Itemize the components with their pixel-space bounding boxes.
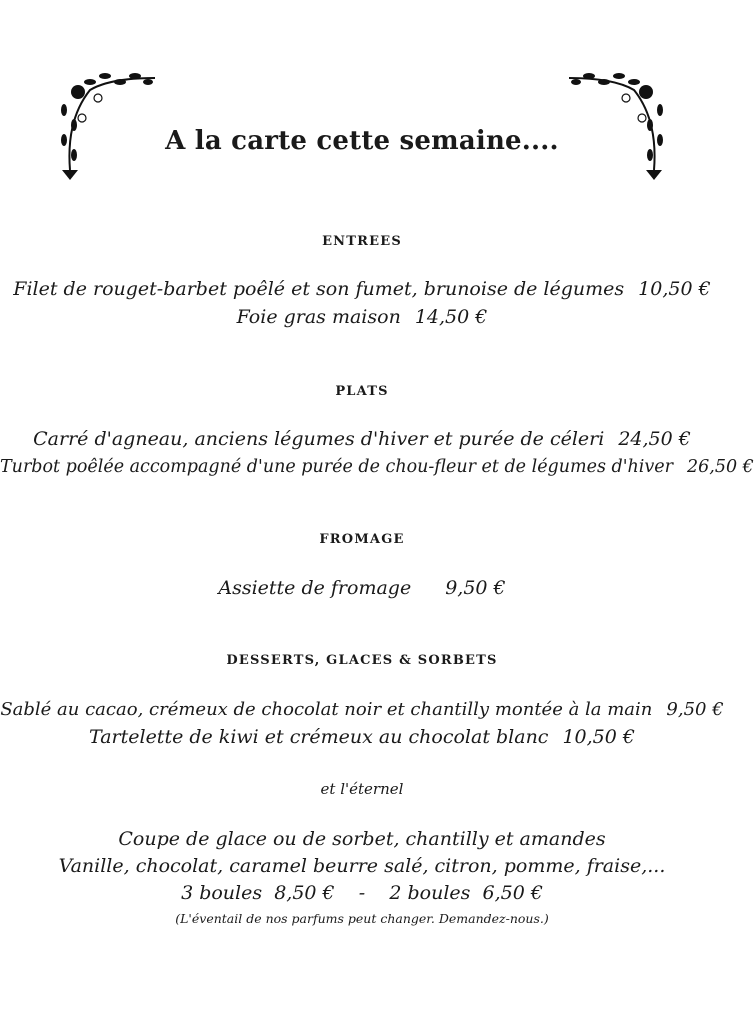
menu-item-price: 10,50 € — [638, 278, 711, 300]
coupe-sizes: 3 boules 8,50 € - 2 boules 6,50 € — [181, 882, 543, 904]
dessert-connector: et l'éternel — [320, 780, 404, 798]
floral-corner-left-icon — [60, 70, 160, 180]
menu-item-name: Turbot poêlée accompagné d'une purée de chou-fleur et de légumes d'hiver — [0, 457, 674, 477]
section-heading-plats: PLATS — [335, 384, 389, 399]
menu-item — [0, 697, 724, 723]
menu-item-price: 24,50 € — [618, 428, 691, 450]
coupe-flavors: Vanille, chocolat, caramel beurre salé, citron, pomme, fraise,... — [58, 855, 666, 877]
menu-item-name: Foie gras maison — [236, 306, 401, 328]
menu-item — [0, 276, 724, 302]
menu-item — [0, 426, 724, 452]
menu-item-price: 14,50 € — [414, 306, 488, 328]
section-heading-desserts: DESSERTS, GLACES & SORBETS — [226, 653, 498, 668]
menu-item-name: Assiette de fromage — [218, 577, 412, 599]
coupe-title: Coupe de glace ou de sorbet, chantilly et amandes — [118, 828, 606, 850]
menu-item-price: 10,50 € — [562, 726, 635, 748]
menu-item — [0, 575, 724, 601]
menu-item-price: 26,50 € — [687, 457, 754, 477]
menu-item-price: 9,50 € — [666, 699, 724, 720]
menu-item — [0, 724, 724, 750]
menu-item — [0, 454, 754, 480]
floral-corner-right-icon — [564, 70, 664, 180]
menu-item-name: Carré d'agneau, anciens légumes d'hiver et purée de céleri — [33, 428, 605, 450]
menu-title: A la carte cette semaine.... — [165, 126, 559, 156]
menu-item-name: Tartelette de kiwi et crémeux au chocolat blanc — [89, 726, 549, 748]
menu-item — [0, 304, 724, 330]
section-heading-fromage: FROMAGE — [319, 532, 405, 547]
menu-item-name: Sablé au cacao, crémeux de chocolat noir et chantilly montée à la main — [0, 699, 653, 720]
coupe-note: (L'éventail de nos parfums peut changer. Demandez-nous.) — [175, 911, 549, 926]
section-heading-entrees: ENTREES — [322, 234, 402, 249]
menu-item-name: Filet de rouget-barbet poêlé et son fumet, brunoise de légumes — [13, 278, 625, 300]
menu-item-price: 9,50 € — [445, 577, 506, 599]
